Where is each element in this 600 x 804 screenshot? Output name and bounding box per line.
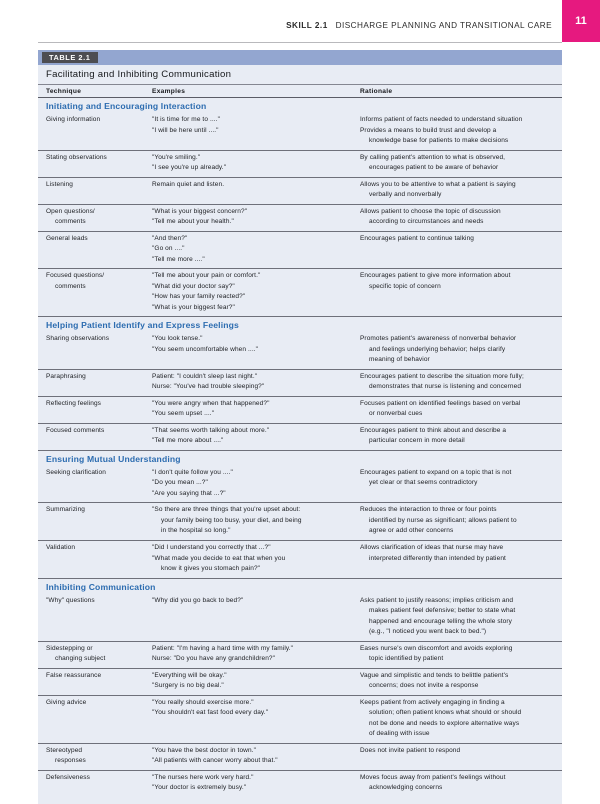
cell-technique [38,115,152,147]
cell-rationale [360,207,562,228]
text-line: Moves focus away from patient's feelings without [360,773,506,781]
text-line: "You're smiling." [152,153,201,161]
text-line: Provides a means to build trust and develop a [360,126,497,134]
text-line: "Tell me about your pain or comfort." [152,272,261,280]
cell-rationale [360,698,562,740]
column-header-technique: Technique [46,88,82,95]
cell-examples [152,671,360,692]
text-line: know it gives you stomach pain?" [161,565,261,573]
text-line: "Did I understand you correctly that ...?" [152,543,271,551]
text-line: Sharing observations [46,335,110,343]
text-line: False reassurance [46,671,102,679]
text-line: Vague and simplistic and tends to belittle patient's [360,671,509,679]
text-line: according to circumstances and needs [369,218,484,226]
cell-examples [152,426,360,447]
text-line: Encourages patient to continue talking [360,234,475,242]
text-line: Does not invite patient to respond [360,746,461,754]
cell-technique [38,468,152,500]
table-bottom-spacer [38,797,562,804]
cell-technique [38,698,152,740]
cell-examples [152,698,360,740]
cell-rationale [360,468,562,500]
text-line: "You were angry when that happened?" [152,399,270,407]
text-line: "It is time for me to ...." [152,116,220,123]
text-line: comments [55,282,86,290]
cell-rationale [360,234,562,266]
cell-rationale [360,773,562,794]
table-row [38,594,562,642]
text-line: Defensiveness [46,773,90,781]
table-row [38,178,562,205]
cell-technique [38,671,152,692]
text-line: "All patients with cancer worry about that." [152,757,278,765]
cell-rationale [360,505,562,537]
table-section-heading: Ensuring Mutual Understanding [46,453,181,464]
text-line: responses [55,757,86,765]
cell-technique [38,426,152,447]
text-line: agree or add other concerns [369,527,454,535]
cell-rationale [360,372,562,393]
page-number-badge: 11 [562,0,600,42]
text-line: Informs patient of facts needed to understand situation [360,116,523,123]
text-line: verbally and nonverbally [369,191,442,199]
table-row [38,466,562,504]
table-row [38,669,562,696]
text-line: "I see you're up already." [152,164,227,172]
text-line: demonstrates that nurse is listening and concerned [369,383,522,391]
text-line: Encourages patient to describe the situation more fully; [360,372,524,380]
text-line: or nonverbal cues [369,410,423,418]
text-line: "Are you saying that ...?" [152,489,226,497]
text-line: By calling patient's attention to what is observed, [360,153,506,161]
text-line: General leads [46,234,88,242]
cell-examples [152,746,360,767]
text-line: Asks patient to justify reasons; implies criticism and [360,596,514,604]
text-line: Allows patient to choose the topic of discussion [360,207,501,215]
table-row [38,503,562,541]
cell-technique [38,644,152,665]
text-line: Patient: "I couldn't sleep last night." [152,372,258,380]
text-line: "Go on ...." [152,245,185,253]
text-line: Seeking clarification [46,468,106,476]
text-line: comments [55,218,86,226]
text-line: "I don't quite follow you ...." [152,468,233,476]
text-line: "Tell me more about ...." [152,437,224,445]
text-line: "Surgery is no big deal." [152,682,224,690]
table-section-heading: Inhibiting Communication [46,581,156,592]
table-row [38,113,562,151]
text-line: Patient: "I'm having a hard time with my family." [152,644,294,652]
cell-rationale [360,543,562,575]
text-line: yet clear or that seems contradictory [369,479,478,487]
cell-examples [152,543,360,575]
text-line: "I will be here until ...." [152,126,219,134]
table-row [38,269,562,317]
cell-examples [152,596,360,638]
text-line: not be done and needs to explore alternative ways [369,719,520,727]
text-line: "What is your biggest fear?" [152,303,235,311]
text-line: "You have the best doctor in town." [152,746,256,754]
cell-examples [152,207,360,228]
cell-technique [38,505,152,537]
text-line: "What did your doctor say?" [152,282,235,290]
text-line: Summarizing [46,506,86,514]
skill-label: SKILL 2.1 [286,21,328,30]
cell-rationale [360,334,562,366]
cell-rationale [360,153,562,174]
text-line: happened and encourage telling the whole story [369,617,513,625]
cell-rationale [360,426,562,447]
text-line: changing subject [55,655,106,663]
table-row [38,370,562,397]
table-row [38,332,562,370]
cell-rationale [360,644,562,665]
cell-examples [152,180,360,201]
text-line: "Why" questions [46,596,95,604]
text-line: Encourages patient to give more information about [360,272,511,280]
text-line: Allows clarification of ideas that nurse may have [360,543,504,551]
text-line: Remain quiet and listen. [152,180,225,188]
text-line: Sidestepping or [46,644,93,652]
text-line: Nurse: "Do you have any grandchildren?" [152,655,276,663]
text-line: "That seems worth talking about more." [152,426,270,434]
cell-rationale [360,271,562,313]
cell-technique [38,234,152,266]
text-line: meaning of behavior [369,356,430,364]
running-head-text [286,21,552,30]
cell-rationale [360,115,562,147]
text-line: "You really should exercise more." [152,698,254,706]
table-row [38,397,562,424]
text-line: "Do you mean ...?" [152,479,208,487]
cell-rationale [360,746,562,767]
cell-technique [38,596,152,638]
table-row [38,424,562,451]
column-header-examples: Examples [152,88,186,95]
cell-examples [152,271,360,313]
cell-examples [152,399,360,420]
text-line: "You look tense." [152,335,203,343]
cell-rationale [360,596,562,638]
cell-technique [38,334,152,366]
text-line: specific topic of concern [369,282,441,290]
text-line: "How has your family reacted?" [152,293,246,301]
text-line: in the hospital so long." [161,527,231,535]
cell-rationale [360,180,562,201]
text-line: topic identified by patient [369,655,444,663]
cell-examples [152,115,360,147]
cell-technique [38,207,152,228]
column-header-rationale: Rationale [360,88,393,95]
text-line: Stating observations [46,153,107,161]
text-line: your family being too busy, your diet, and being [161,516,302,524]
text-line: and feelings underlying behavior; helps clarify [369,345,506,353]
chapter-title: DISCHARGE PLANNING AND TRANSITIONAL CARE [335,21,552,30]
text-line: "The nurses here work very hard." [152,773,254,781]
text-line: of dealing with issue [369,730,430,738]
cell-technique [38,372,152,393]
cell-examples [152,153,360,174]
table-body [38,98,562,797]
text-line: Validation [46,543,76,551]
cell-examples [152,468,360,500]
text-line: "Tell me more ...." [152,255,205,263]
text-line: Reduces the interaction to three or four points [360,506,497,514]
table-row [38,151,562,178]
text-line: "Why did you go back to bed?" [152,596,244,604]
text-line: particular concern in more detail [369,437,465,445]
text-line: (e.g., "I noticed you went back to bed.") [369,628,487,636]
cell-technique [38,543,152,575]
text-line: Promotes patient's awareness of nonverbal behavior [360,335,517,343]
cell-examples [152,773,360,794]
text-line: makes patient feel defensive; better to state what [369,607,516,615]
text-line: "Your doctor is extremely busy." [152,784,247,792]
text-line: "You seem upset ...." [152,410,215,418]
table-2-1 [38,50,562,804]
text-line: Stereotyped [46,746,83,754]
table-row [38,205,562,232]
running-head [38,16,600,46]
text-line: identified by nurse as significant; allows patient to [369,516,517,524]
text-line: Paraphrasing [46,372,86,380]
text-line: Focuses patient on identified feelings based on verbal [360,399,521,407]
table-row [38,744,562,771]
text-line: Focused comments [46,426,105,434]
text-line: Eases nurse's own discomfort and avoids exploring [360,644,513,652]
cell-examples [152,372,360,393]
text-line: Listening [46,180,73,188]
table-row [38,771,562,797]
text-line: "You seem uncomfortable when ...." [152,345,259,353]
table-caption: Facilitating and Inhibiting Communication [38,65,562,85]
cell-examples [152,505,360,537]
text-line: interpreted differently than intended by patient [369,554,506,562]
cell-technique [38,399,152,420]
text-line: Focused questions/ [46,272,105,280]
text-line: "You shouldn't eat fast food every day." [152,709,269,717]
table-section-heading: Helping Patient Identify and Express Feelings [46,320,239,331]
text-line: Allows you to be attentive to what a patient is saying [360,180,516,188]
cell-rationale [360,671,562,692]
table-row [38,232,562,270]
text-line: "And then?" [152,234,188,242]
cell-examples [152,334,360,366]
text-line: Nurse: "You've had trouble sleeping?" [152,383,265,391]
text-line: "Everything will be okay." [152,671,227,679]
text-line: Giving information [46,116,101,123]
text-line: Keeps patient from actively engaging in finding a [360,698,505,706]
cell-technique [38,271,152,313]
text-line: Reflecting feelings [46,399,102,407]
text-line: concerns; does not invite a response [369,682,479,690]
cell-technique [38,180,152,201]
text-line: Open questions/ [46,207,95,215]
text-line: solution; often patient knows what should or should [369,709,522,717]
text-line: knowledge base for patients to make decisions [369,137,509,145]
cell-technique [38,153,152,174]
cell-rationale [360,399,562,420]
text-line: "Tell me about your health." [152,218,234,226]
text-line: Encourages patient to expand on a topic that is not [360,468,512,476]
text-line: encourages patient to be aware of behavior [369,164,499,172]
text-line: Giving advice [46,698,87,706]
cell-technique [38,746,152,767]
text-line: "What made you decide to eat that when you [152,554,286,562]
text-line: "What is your biggest concern?" [152,207,248,215]
table-section-heading: Initiating and Encouraging Interaction [46,101,207,111]
table-row [38,696,562,744]
text-line: Encourages patient to think about and describe a [360,426,507,434]
cell-technique [38,773,152,794]
text-line: acknowledging concerns [369,784,443,792]
table-number-tag: TABLE 2.1 [42,52,98,63]
running-head-rule [38,42,562,43]
cell-examples [152,644,360,665]
table-row [38,541,562,579]
table-row [38,642,562,669]
table-column-headers [38,85,562,98]
cell-examples [152,234,360,266]
text-line: "So there are three things that you're upset about: [152,506,301,514]
table-banner [38,50,562,65]
